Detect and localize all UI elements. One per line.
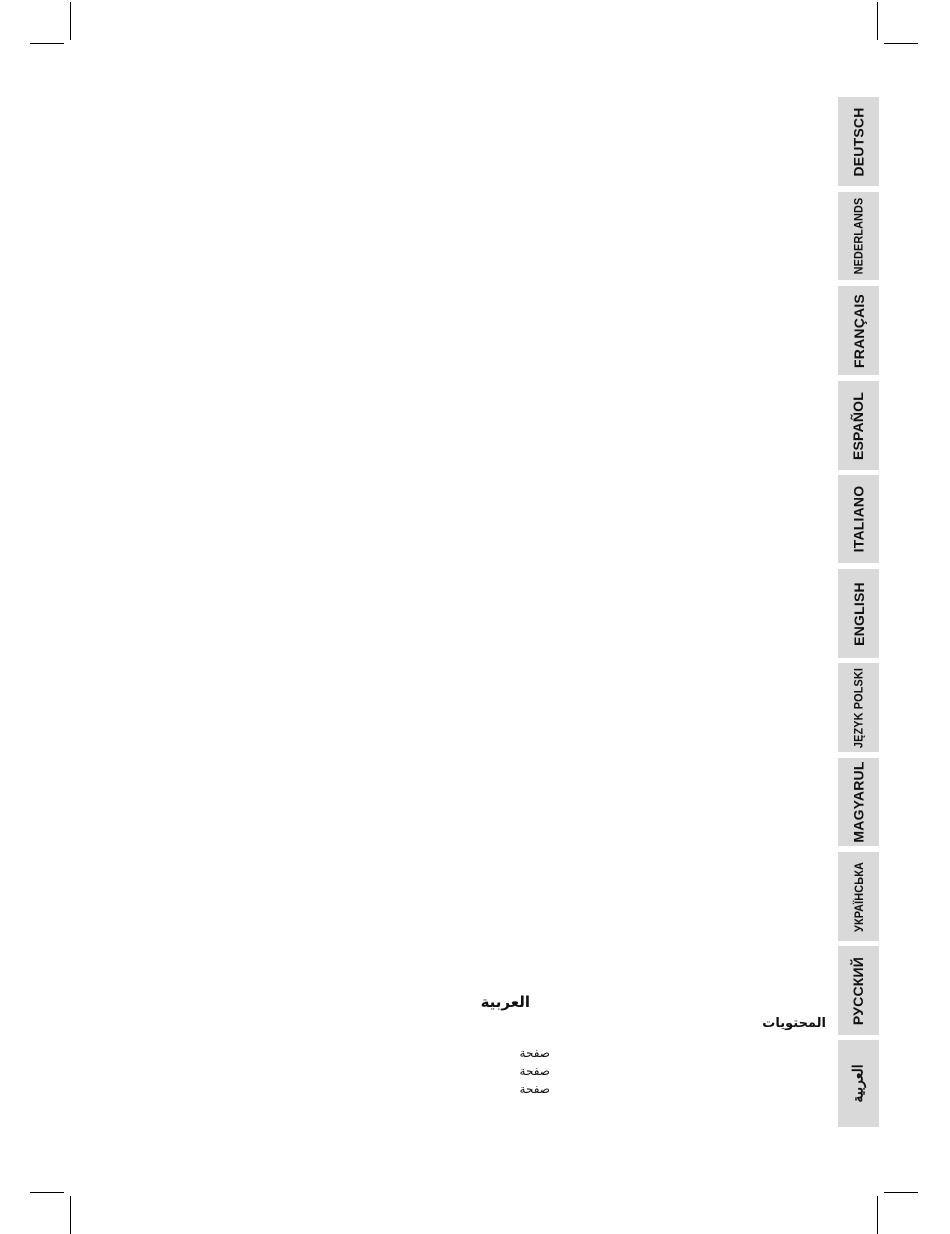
crop-mark-bottom-left-v (70, 1196, 71, 1234)
crop-mark-top-right-h (884, 43, 918, 44)
lang-tab-label: ESPAÑOL (850, 391, 867, 460)
page-heading: العربية (480, 993, 530, 1011)
toc-page-word: صفحة (519, 1082, 550, 1096)
lang-tab-deutsch[interactable] (838, 97, 879, 186)
lang-tab-label: ITALIANO (850, 485, 867, 553)
lang-tab-espanol[interactable] (838, 381, 879, 470)
lang-tab-label: JĘZYK POLSKI (851, 667, 866, 748)
lang-tab-russian[interactable] (838, 946, 879, 1035)
crop-mark-top-left-h (30, 43, 64, 44)
contents-title: المحتويات (762, 1016, 826, 1031)
lang-tab-label: NEDERLANDS (851, 197, 866, 275)
lang-tab-magyarul[interactable] (838, 758, 879, 846)
lang-tab-label: FRANÇAIS (850, 293, 867, 368)
lang-tab-label: ENGLISH (850, 581, 867, 646)
crop-mark-bottom-right-h (884, 1192, 918, 1193)
toc-page-word: صفحة (519, 1046, 550, 1060)
lang-tab-label: العربية (849, 1064, 866, 1103)
lang-tab-label: MAGYARUL (850, 761, 867, 843)
lang-tab-italiano[interactable] (838, 475, 879, 563)
crop-mark-bottom-right-v (877, 1196, 878, 1234)
language-tab-strip (838, 97, 879, 1127)
crop-mark-top-right-v (877, 2, 878, 40)
lang-tab-polski[interactable] (838, 663, 879, 752)
lang-tab-francais[interactable] (838, 286, 879, 375)
lang-tab-arabic[interactable] (838, 1040, 879, 1127)
lang-tab-label: DEUTSCH (850, 106, 867, 177)
toc-page-word: صفحة (519, 1064, 550, 1078)
crop-mark-top-left-v (70, 2, 71, 40)
lang-tab-nederlands[interactable] (838, 192, 879, 280)
lang-tab-label: РУССКИЙ (850, 956, 867, 1025)
crop-mark-bottom-left-h (30, 1192, 64, 1193)
lang-tab-label: УКРАЇНСЬКА (851, 861, 866, 932)
lang-tab-english[interactable] (838, 569, 879, 658)
lang-tab-ukrainian[interactable] (838, 852, 879, 941)
